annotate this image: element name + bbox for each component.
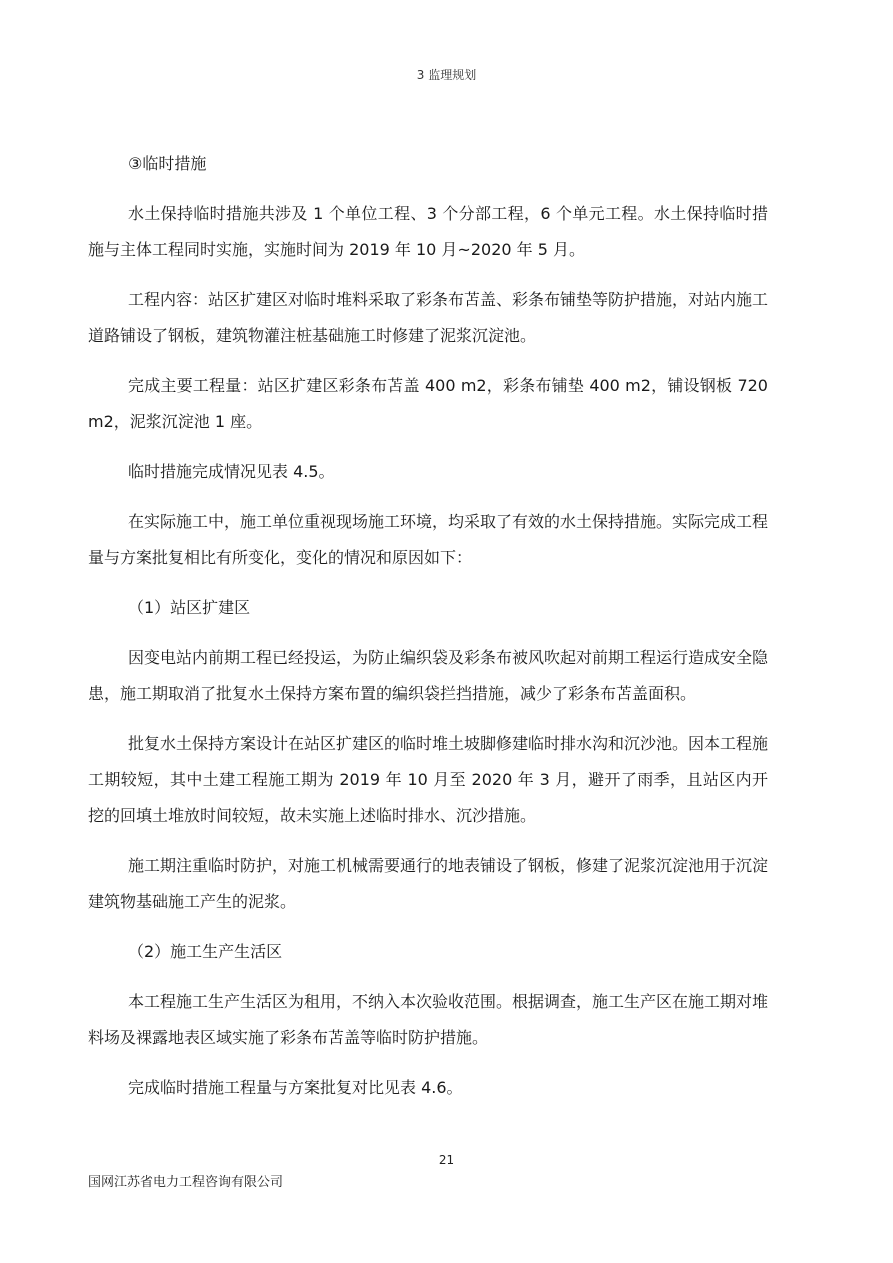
page-number: 21 [438, 1153, 455, 1167]
paragraph-table-ref-4-5: 临时措施完成情况见表 4.5。 [128, 462, 335, 481]
document-body [88, 146, 768, 1106]
paragraph-drainage: 批复水土保持方案设计在站区扩建区的临时堆土坡脚修建临时排水沟和沉沙池。因本工程施工期较短，其中土建工程施工期为 2019 年 10 月至 2020 年 3 月，避开了雨季，且站区内开挖的回填土堆放时间较短，故未实施上述临时排水、沉沙措施。 [88, 734, 769, 825]
paragraph-quantities: 完成主要工程量：站区扩建区彩条布苫盖 400 m2，彩条布铺垫 400 m2，铺设钢板 720m2，泥浆沉淀池 1 座。 [88, 376, 768, 431]
subheading-station-expansion: （1）站区扩建区 [128, 598, 251, 617]
footer-company-name: 国网江苏省电力工程咨询有限公司 [88, 1175, 284, 1190]
running-header: 3 监理规划 [416, 68, 477, 82]
paragraph-work-content: 工程内容：站区扩建区对临时堆料采取了彩条布苫盖、彩条布铺垫等防护措施，对站内施工道路铺设了钢板，建筑物灌注桩基础施工时修建了泥浆沉淀池。 [88, 290, 769, 345]
paragraph-construction-area: 本工程施工生产生活区为租用，不纳入本次验收范围。根据调查，施工生产区在施工期对堆料场及裸露地表区域实施了彩条布苫盖等临时防护措施。 [88, 992, 769, 1047]
paragraph-changes-intro: 在实际施工中，施工单位重视现场施工环境，均采取了有效的水土保持措施。实际完成工程量与方案批复相比有所变化，变化的情况和原因如下： [88, 512, 769, 567]
paragraph-protection: 施工期注重临时防护，对施工机械需要通行的地表铺设了钢板，修建了泥浆沉淀池用于沉淀建筑物基础施工产生的泥浆。 [88, 856, 769, 911]
paragraph-overview: 水土保持临时措施共涉及 1 个单位工程、3 个分部工程，6 个单元工程。水土保持临时措施与主体工程同时实施，实施时间为 2019 年 10 月~2020 年 5 月。 [88, 204, 768, 259]
subheading-construction-area: （2）施工生产生活区 [128, 942, 283, 961]
paragraph-table-ref-4-6: 完成临时措施工程量与方案批复对比见表 4.6。 [128, 1078, 463, 1097]
section-heading-temporary-measures: ③临时措施 [128, 154, 207, 173]
paragraph-station-reason: 因变电站内前期工程已经投运，为防止编织袋及彩条布被风吹起对前期工程运行造成安全隐患，施工期取消了批复水土保持方案布置的编织袋拦挡措施，减少了彩条布苫盖面积。 [88, 648, 769, 703]
